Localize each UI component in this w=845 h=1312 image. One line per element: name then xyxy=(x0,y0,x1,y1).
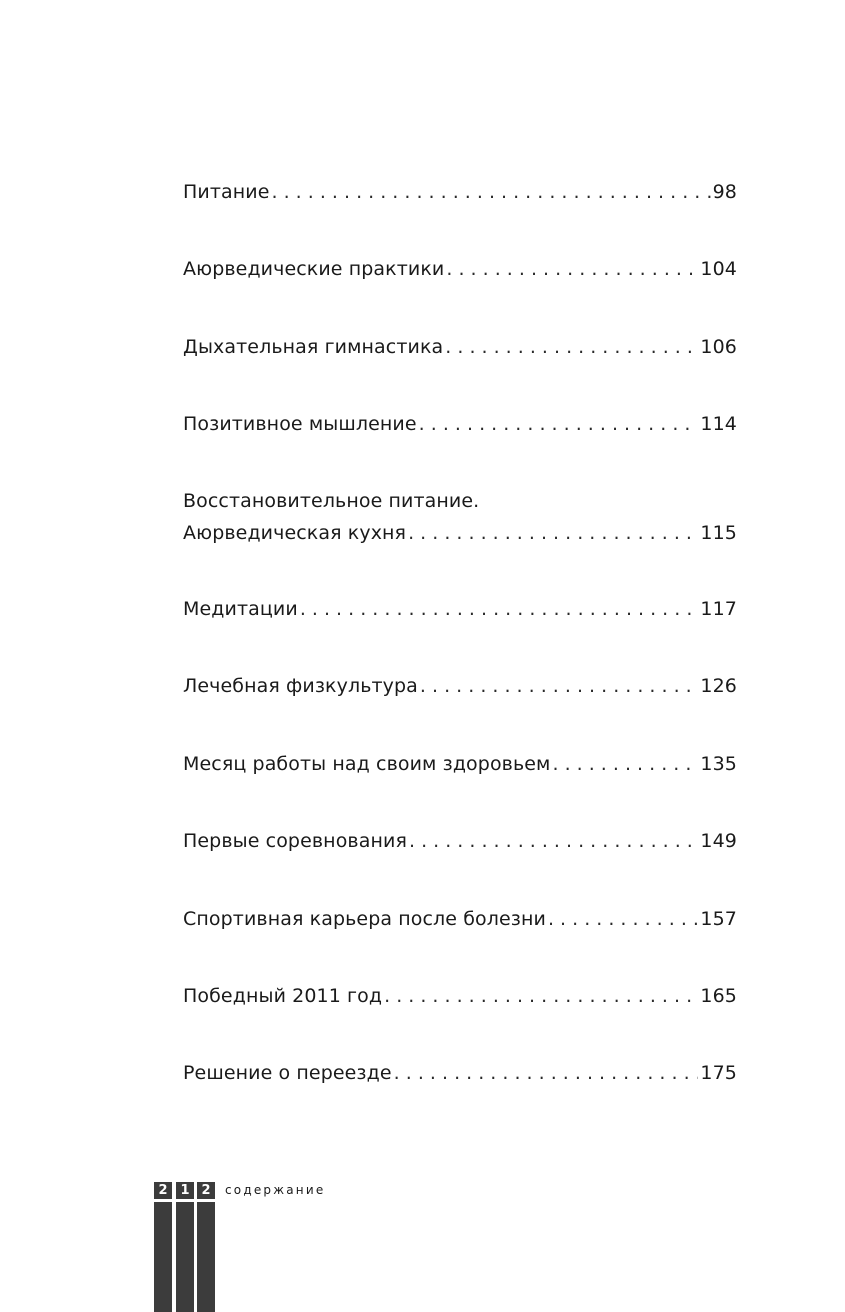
dot-leader xyxy=(446,257,698,281)
dot-leader xyxy=(408,521,698,545)
toc-entry-title: Дыхательная гимнастика xyxy=(183,336,444,358)
toc-entry xyxy=(183,752,737,776)
toc-entry-title-line1: Восстановительное питание. xyxy=(183,490,480,512)
toc-entry xyxy=(183,180,737,204)
toc-entry-title: Позитивное мышление xyxy=(183,413,417,435)
toc-entry xyxy=(183,907,737,931)
toc-entry-title: Аюрведическая кухня xyxy=(183,522,407,544)
toc-entry-title: Питание xyxy=(183,181,270,203)
page-footer xyxy=(154,1182,454,1312)
dot-leader xyxy=(548,907,698,931)
toc-entry-title: Месяц работы над своим здоровьем xyxy=(183,753,551,775)
page-number-divider xyxy=(154,1199,218,1202)
dot-leader xyxy=(384,984,698,1008)
toc-entry-title: Спортивная карьера после болезни xyxy=(183,908,546,930)
dot-leader xyxy=(300,597,699,621)
toc-entry-page: 175 xyxy=(700,1062,737,1084)
dot-leader xyxy=(272,180,711,204)
toc-entry xyxy=(183,257,737,281)
toc-entry xyxy=(183,674,737,698)
toc-entry xyxy=(183,1061,737,1085)
toc-entry-title: Первые соревнования xyxy=(183,830,407,852)
dot-leader xyxy=(420,674,699,698)
toc-entry-title: Медитации xyxy=(183,598,298,620)
toc-entry-page: 104 xyxy=(700,258,737,280)
dot-leader xyxy=(445,335,698,359)
toc-entry xyxy=(183,335,737,359)
toc-entry-page: 126 xyxy=(700,675,737,697)
toc-entry-title: Победный 2011 год xyxy=(183,985,383,1007)
toc-entry-title: Решение о переезде xyxy=(183,1062,392,1084)
toc-entry-page: 106 xyxy=(700,336,737,358)
dot-leader xyxy=(419,412,699,436)
toc-entry xyxy=(183,829,737,853)
page-number-digit: 2 xyxy=(201,1183,211,1198)
toc-entry xyxy=(183,412,737,436)
dot-leader xyxy=(552,752,698,776)
toc-entry-title: Аюрведические практики xyxy=(183,258,445,280)
toc-entry-page: 135 xyxy=(700,753,737,775)
toc-entry-title: Лечебная физкультура xyxy=(183,675,418,697)
toc-entry xyxy=(183,489,737,545)
toc-entry-page: 98 xyxy=(712,181,737,203)
toc-entry xyxy=(183,597,737,621)
toc-entry-page: 149 xyxy=(700,830,737,852)
toc-entry-page: 165 xyxy=(700,985,737,1007)
toc-entry-page: 115 xyxy=(700,522,737,544)
dot-leader xyxy=(409,829,698,853)
section-label: содержание xyxy=(225,1183,326,1197)
page-number-digit: 1 xyxy=(180,1183,190,1198)
dot-leader xyxy=(394,1061,699,1085)
toc-entry-page: 117 xyxy=(700,598,737,620)
toc-entry-page: 114 xyxy=(700,413,737,435)
toc-entry xyxy=(183,984,737,1008)
page-number-digit: 2 xyxy=(158,1183,168,1198)
toc-entry-page: 157 xyxy=(700,908,737,930)
